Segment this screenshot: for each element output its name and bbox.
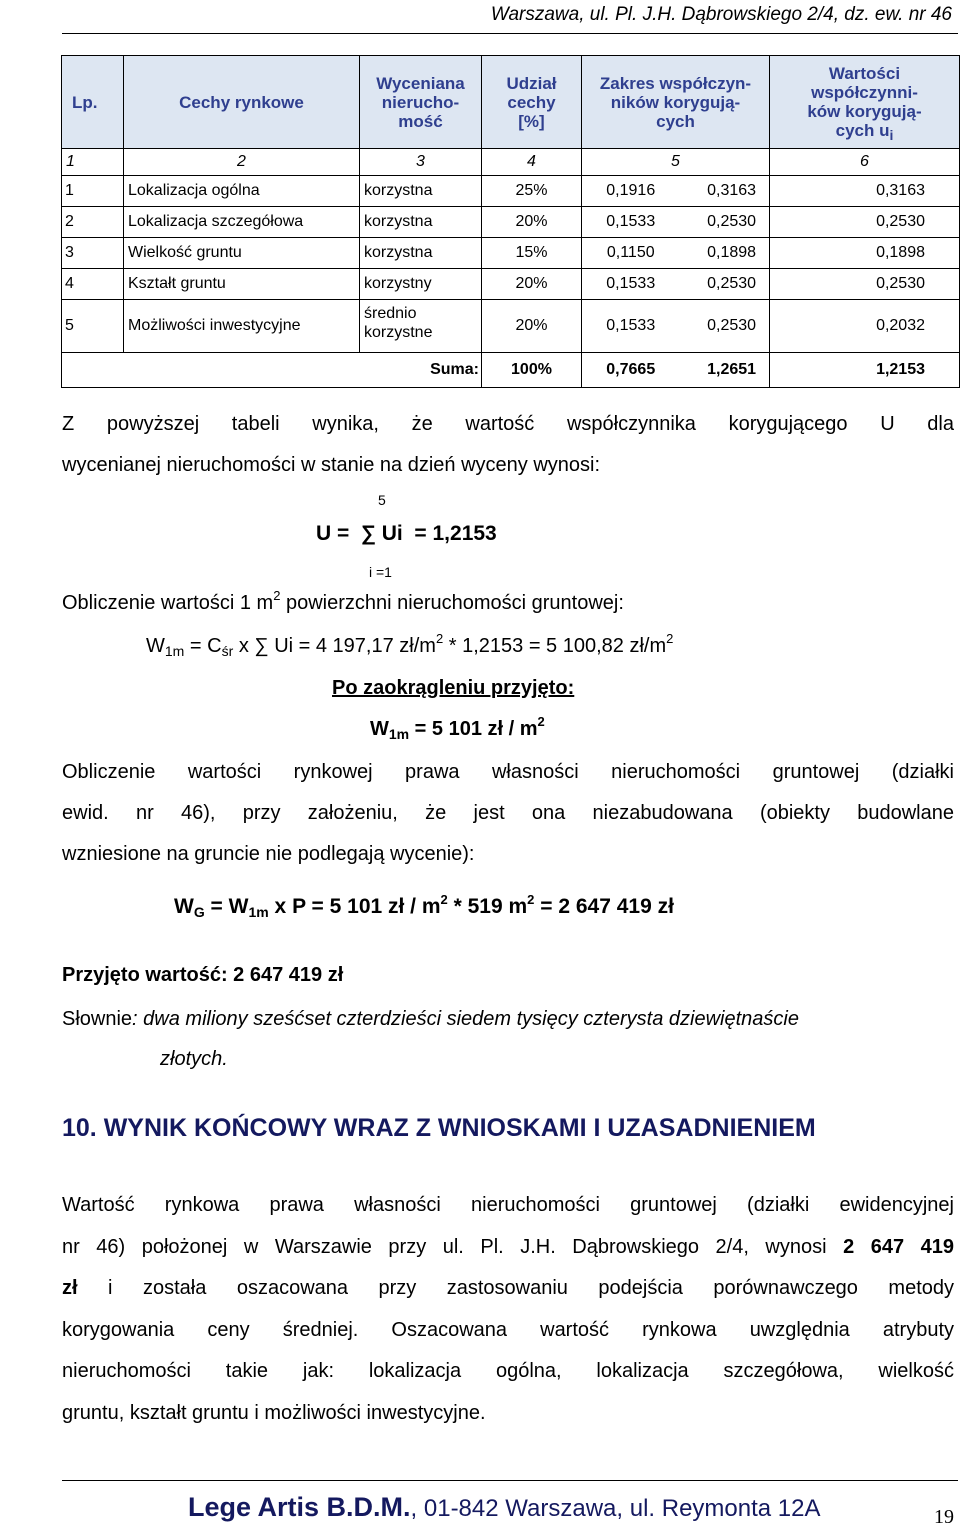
table-row: 3 Wielkość gruntu korzystna 15% 0,1150 0,1898 0,1898	[62, 238, 960, 269]
conclusion-line5: nieruchomości takie jak: lokalizacja ogólna, lokalizacja szczegółowa, wielkość	[62, 1360, 954, 1382]
wg-calculation: $W_G = W_{1m}$ x P = 5 101 zł / $m^2 * 519$ $m^2 = 2$ 647 419 zł	[174, 892, 674, 920]
accepted-value: Przyjęto wartość: 2 647 419 zł	[62, 964, 344, 986]
col-number: 6	[770, 149, 960, 176]
col-number: 2	[124, 149, 360, 176]
rounding-heading: Po zaokrągleniu przyjęto:	[332, 677, 575, 699]
table-header-row	[62, 56, 960, 149]
sum-lower-limit: i =1	[369, 564, 392, 580]
col-number: 4	[482, 149, 582, 176]
page-number: 19	[934, 1506, 954, 1528]
col-number: 5	[582, 149, 770, 176]
sum-upper-limit: 5	[378, 492, 386, 508]
paragraph-market-value-line1: Obliczenie wartości rynkowej prawa własności nieruchomości gruntowej (działki	[62, 761, 954, 783]
footer-divider	[62, 1480, 958, 1481]
w1m-calculation: $W_{1m} = C_{śr}$ x ∑ Ui = 4 197,17 $zł/m^2 * 1,2153 = 5$ 100,82 $zł/m^2$	[146, 631, 674, 659]
table-row: 4 Kształt gruntu korzystny 20% 0,1533 0,2530 0,2530	[62, 269, 960, 300]
col-header-zakres: Zakres współczyn- ników korygują- cych	[582, 56, 770, 149]
paragraph-market-value-line2: ewid. nr 46), przy założeniu, że jest ona niezabudowana (obiekty budowlane	[62, 802, 954, 824]
market-features-table	[61, 55, 960, 388]
sum-formula: U = ∑ Ui = 1,2153	[316, 522, 497, 545]
table-row: 5 Możliwości inwestycyjne średnio korzystne 20% 0,1533 0,2530 0,2032	[62, 300, 960, 353]
footer-company: Lege Artis B.D.M., 01-842 Warszawa, ul. Reymonta 12A	[188, 1492, 821, 1522]
column-number-row	[62, 149, 960, 176]
table-row: 1 Lokalizacja ogólna korzystna 25% 0,1916 0,3163 0,3163	[62, 176, 960, 207]
value-in-words: Słownie: dwa miliony sześćset czterdzieści siedem tysięcy czterysta dziewiętnaście	[62, 1008, 799, 1030]
conclusion-line1: Wartość rynkowa prawa własności nieruchomości gruntowej (działki ewidencyjnej	[62, 1194, 954, 1216]
conclusion-line6: gruntu, kształt gruntu i możliwości inwestycyjne.	[62, 1402, 486, 1424]
col-number: 3	[360, 149, 482, 176]
paragraph-u-line2: wycenianej nieruchomości w stanie na dzień wyceny wynosi:	[62, 454, 601, 476]
col-header-udzial: Udział cechy [%]	[482, 56, 582, 149]
paragraph-u-line1: Z powyższej tabeli wynika, że wartość współczynnika korygującego U dla	[62, 413, 954, 435]
conclusion-line4: korygowania ceny średniej. Oszacowana wartość rynkowa uwzględnia atrybuty	[62, 1319, 954, 1341]
paragraph-1m-calc: Obliczenie wartości 1 $m^2$ powierzchni nieruchomości gruntowej:	[62, 588, 624, 614]
col-header-lp: Lp.	[62, 56, 124, 149]
conclusion-line2: nr 46) położonej w Warszawie przy ul. Pl. J.H. Dąbrowskiego 2/4, wynosi 2 647 419	[62, 1236, 954, 1258]
col-number: 1	[62, 149, 124, 176]
col-header-cechy: Cechy rynkowe	[124, 56, 360, 149]
col-header-wyceniana: Wyceniana nierucho- mość	[360, 56, 482, 149]
conclusion-line3: zł i została oszacowana przy zastosowaniu podejścia porównawczego metody	[62, 1277, 954, 1299]
header-divider	[62, 33, 958, 34]
value-in-words-line2: złotych.	[160, 1048, 228, 1070]
table-row: 2 Lokalizacja szczegółowa korzystna 20% 0,1533 0,2530 0,2530	[62, 207, 960, 238]
header-address: Warszawa, ul. Pl. J.H. Dąbrowskiego 2/4, dz. ew. nr 46	[490, 4, 952, 25]
w1m-final: $W_{1m} = 5$ 101 zł / $m^2$	[370, 714, 545, 742]
section-heading: 10. WYNIK KOŃCOWY WRAZ Z WNIOSKAMI I UZASADNIENIEM	[62, 1114, 816, 1142]
paragraph-market-value-line3: wzniesione na gruncie nie podlegają wycenie):	[62, 843, 475, 865]
col-header-wartosci: Wartości współczynni- ków korygują- cych $u_i$	[770, 56, 960, 149]
table-sum-row: Suma: 100% 0,7665 1,2651 1,2153	[62, 353, 960, 388]
